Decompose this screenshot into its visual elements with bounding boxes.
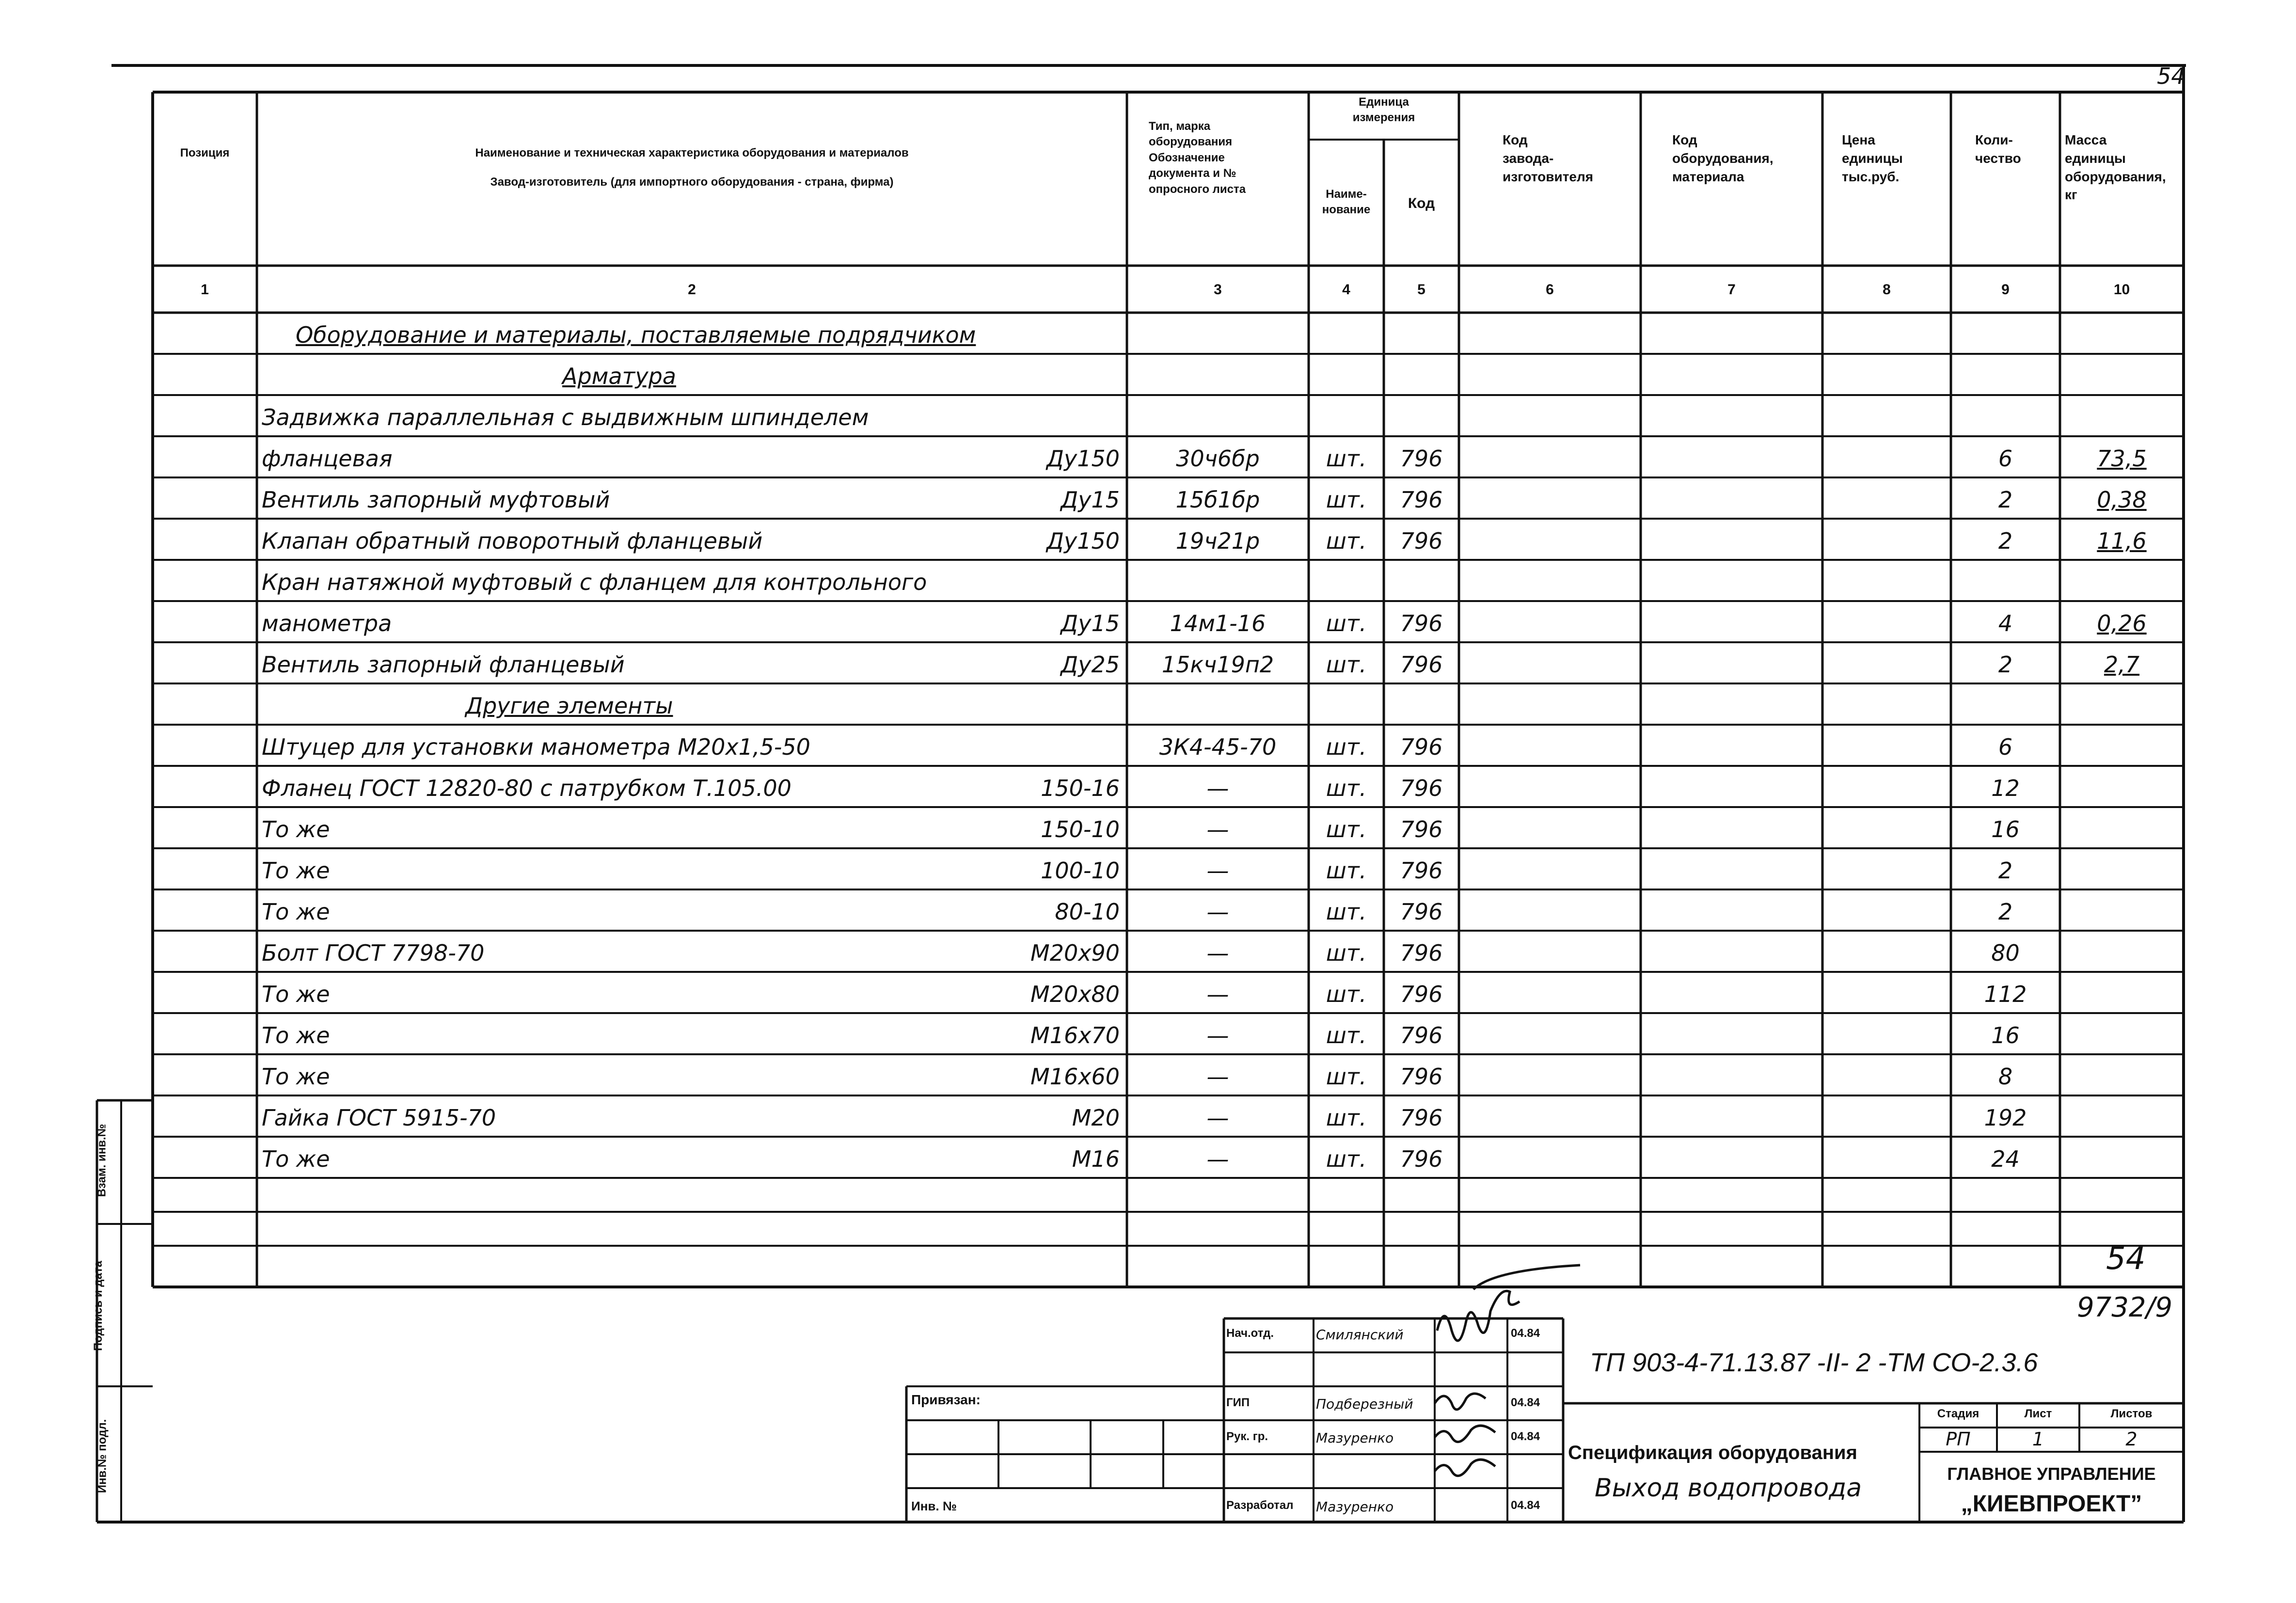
header-mass: Масса единицы оборудования, кг xyxy=(2065,132,2166,203)
row-10-qty: 6 xyxy=(1998,734,2013,760)
header-quantity: Коли- чество xyxy=(1975,132,2021,166)
row-8-code: 796 xyxy=(1400,651,1443,678)
date-2: 04.84 xyxy=(1511,1396,1540,1409)
inventory-label: Инв. № xyxy=(911,1499,957,1513)
row-19-code: 796 xyxy=(1400,1105,1443,1131)
row-4-code: 796 xyxy=(1400,487,1443,513)
row-15-code: 796 xyxy=(1400,940,1443,966)
row-2-name: Задвижка параллельная с выдвижным шпинделем xyxy=(262,404,869,430)
header-position: Позиция xyxy=(180,146,230,159)
row-16-unit: шт. xyxy=(1326,981,1367,1007)
organization-line-2: „КИЕВПРОЕКТ” xyxy=(1961,1491,2142,1517)
row-8-name: Вентиль запорный фланцевый xyxy=(262,651,625,678)
sheets-value: 2 xyxy=(2125,1428,2138,1450)
row-4-type: 15б1бр xyxy=(1175,487,1260,513)
row-5-type: 19ч21р xyxy=(1175,528,1260,554)
row-3-qty: 6 xyxy=(1998,445,2013,472)
title-line-2: Выход водопровода xyxy=(1595,1474,1862,1503)
row-15-type: — xyxy=(1206,940,1229,966)
row-20-unit: шт. xyxy=(1326,1146,1367,1172)
col-number-10: 10 xyxy=(2113,282,2130,298)
row-14-name: То же xyxy=(262,899,330,925)
row-18-qty: 8 xyxy=(1998,1063,2013,1090)
row-10-unit: шт. xyxy=(1326,734,1367,760)
row-4-size: Ду15 xyxy=(1061,487,1120,513)
header-price: Цена единицы тыс.руб. xyxy=(1842,132,1903,184)
row-3-size: Ду150 xyxy=(1046,445,1120,472)
row-20-size: М16 xyxy=(1072,1146,1120,1172)
role-chief-engineer: ГИП xyxy=(1226,1396,1250,1409)
row-17-name: То же xyxy=(262,1022,330,1048)
row-13-type: — xyxy=(1206,857,1229,884)
row-3-mass: 73,5 xyxy=(2097,445,2147,472)
row-4-mass: 0,38 xyxy=(2097,487,2147,513)
row-14-qty: 2 xyxy=(1998,899,2013,925)
row-19-type: — xyxy=(1206,1105,1229,1131)
page-number: 54 xyxy=(2157,63,2185,89)
row-20-qty: 24 xyxy=(1991,1146,2020,1172)
name-developer: Мазуренко xyxy=(1316,1499,1394,1515)
row-20-code: 796 xyxy=(1400,1146,1443,1172)
header-equipment-code: Код оборудования, материала xyxy=(1672,132,1773,184)
row-17-unit: шт. xyxy=(1326,1022,1367,1048)
row-14-unit: шт. xyxy=(1326,899,1367,925)
row-16-code: 796 xyxy=(1400,981,1443,1007)
col-number-7: 7 xyxy=(1727,282,1736,298)
row-16-name: То же xyxy=(262,981,330,1007)
row-18-type: — xyxy=(1206,1063,1229,1090)
col-number-5: 5 xyxy=(1417,282,1425,298)
stage-label: Стадия xyxy=(1937,1407,1979,1420)
row-17-qty: 16 xyxy=(1991,1022,2020,1048)
row-15-name: Болт ГОСТ 7798-70 xyxy=(262,940,485,966)
sheets-label: Листов xyxy=(2110,1407,2153,1420)
date-4: 04.84 xyxy=(1511,1499,1540,1512)
row-3-name: фланцевая xyxy=(262,445,393,472)
row-11-size: 150-16 xyxy=(1041,775,1120,801)
row-5-code: 796 xyxy=(1400,528,1443,554)
row-12-code: 796 xyxy=(1400,816,1443,842)
row-12-name: То же xyxy=(262,816,330,842)
row-19-size: М20 xyxy=(1072,1105,1120,1131)
row-14-code: 796 xyxy=(1400,899,1443,925)
role-head-dept: Нач.отд. xyxy=(1226,1327,1274,1340)
date-1: 04.84 xyxy=(1511,1327,1540,1340)
col-number-2: 2 xyxy=(688,282,696,298)
row-18-size: М16х60 xyxy=(1030,1063,1120,1090)
title-line-1: Спецификация оборудования xyxy=(1568,1442,1857,1463)
attached-label: Привязан: xyxy=(911,1392,981,1407)
row-11-qty: 12 xyxy=(1991,775,2020,801)
row-7-code: 796 xyxy=(1400,610,1443,636)
row-15-size: М20х90 xyxy=(1030,940,1120,966)
row-11-type: — xyxy=(1206,775,1229,801)
row-16-type: — xyxy=(1206,981,1229,1007)
row-7-unit: шт. xyxy=(1326,610,1367,636)
row-6-name: Кран натяжной муфтовый с фланцем для контрольного xyxy=(262,569,927,595)
name-head-dept: Смилянский xyxy=(1316,1327,1404,1343)
row-18-name: То же xyxy=(262,1063,330,1090)
row-4-name: Вентиль запорный муфтовый xyxy=(262,487,610,513)
row-13-code: 796 xyxy=(1400,857,1443,884)
stage-value: РП xyxy=(1946,1428,1971,1450)
row-0-name: Оборудование и материалы, поставляемые подрядчиком xyxy=(296,322,976,348)
role-group-head: Рук. гр. xyxy=(1226,1430,1268,1443)
row-3-type: 30ч6бр xyxy=(1176,445,1260,472)
row-8-mass: 2,7 xyxy=(2104,651,2140,678)
col-number-4: 4 xyxy=(1342,282,1350,298)
row-18-unit: шт. xyxy=(1326,1063,1367,1090)
row-19-unit: шт. xyxy=(1326,1105,1367,1131)
side-stamp-replacement: Взам. инв.№ xyxy=(95,1124,109,1197)
row-13-qty: 2 xyxy=(1998,857,2013,884)
row-13-name: То же xyxy=(262,857,330,884)
row-20-name: То же xyxy=(262,1146,330,1172)
row-20-type: — xyxy=(1206,1146,1229,1172)
row-1-name: Арматура xyxy=(562,363,676,389)
archive-number: 9732/9 xyxy=(2077,1292,2173,1323)
row-7-size: Ду15 xyxy=(1061,610,1120,636)
row-7-type: 14м1-16 xyxy=(1170,610,1266,636)
sheet-value: 1 xyxy=(2032,1428,2044,1450)
row-16-qty: 112 xyxy=(1984,981,2027,1007)
row-11-code: 796 xyxy=(1400,775,1443,801)
row-5-qty: 2 xyxy=(1998,528,2013,554)
header-unit-code: Код xyxy=(1408,195,1435,211)
row-5-mass: 11,6 xyxy=(2097,528,2147,554)
header-unit-group: Единица измерения xyxy=(1352,95,1415,125)
row-4-unit: шт. xyxy=(1326,487,1367,513)
header-type: Тип, марка оборудования Обозначение документа и № опросного листа xyxy=(1149,120,1246,196)
row-12-type: — xyxy=(1206,816,1229,842)
row-15-unit: шт. xyxy=(1326,940,1367,966)
side-stamp-inventory: Инв.№ подл. xyxy=(95,1419,109,1493)
row-13-unit: шт. xyxy=(1326,857,1367,884)
row-12-unit: шт. xyxy=(1326,816,1367,842)
header-unit-name: Наиме- нование xyxy=(1322,188,1371,217)
row-4-qty: 2 xyxy=(1998,487,2013,513)
row-9-name: Другие элементы xyxy=(465,693,673,719)
header-name-line1: Наименование и техническая характеристика оборудования и материалов xyxy=(475,146,909,159)
row-13-size: 100-10 xyxy=(1041,857,1120,884)
row-7-mass: 0,26 xyxy=(2097,610,2147,636)
row-12-qty: 16 xyxy=(1991,816,2020,842)
col-number-9: 9 xyxy=(2001,282,2010,298)
row-10-name: Штуцер для установки манометра М20х1,5-50 xyxy=(262,734,810,760)
header-factory-code: Код завода- изготовителя xyxy=(1503,132,1594,184)
organization-line-1: ГЛАВНОЕ УПРАВЛЕНИЕ xyxy=(1947,1464,2156,1484)
row-16-size: М20х80 xyxy=(1030,981,1120,1007)
row-3-unit: шт. xyxy=(1326,445,1367,472)
document-code: ТП 903-4-71.13.87 -II- 2 -ТМ СО-2.3.6 xyxy=(1590,1348,2038,1377)
row-7-name: манометра xyxy=(262,610,392,636)
col-number-8: 8 xyxy=(1883,282,1891,298)
sheet-number-mark: 54 xyxy=(2106,1241,2146,1277)
row-8-qty: 2 xyxy=(1998,651,2013,678)
row-5-name: Клапан обратный поворотный фланцевый xyxy=(262,528,763,554)
row-5-unit: шт. xyxy=(1326,528,1367,554)
row-3-code: 796 xyxy=(1400,445,1443,472)
row-8-unit: шт. xyxy=(1326,651,1367,678)
col-number-3: 3 xyxy=(1214,282,1222,298)
row-8-type: 15кч19п2 xyxy=(1161,651,1274,678)
row-8-size: Ду25 xyxy=(1061,651,1120,678)
side-stamp-signature: Подпись и дата xyxy=(91,1261,105,1351)
row-10-type: 3К4-45-70 xyxy=(1159,734,1277,760)
date-3: 04.84 xyxy=(1511,1430,1540,1443)
row-11-name: Фланец ГОСТ 12820-80 с патрубком Т.105.00 xyxy=(262,775,792,801)
row-14-size: 80-10 xyxy=(1055,899,1120,925)
row-14-type: — xyxy=(1206,899,1229,925)
row-15-qty: 80 xyxy=(1991,940,2020,966)
row-5-size: Ду150 xyxy=(1046,528,1120,554)
col-number-6: 6 xyxy=(1546,282,1554,298)
col-number-1: 1 xyxy=(201,282,209,298)
row-18-code: 796 xyxy=(1400,1063,1443,1090)
row-17-size: М16х70 xyxy=(1030,1022,1120,1048)
row-19-name: Гайка ГОСТ 5915-70 xyxy=(262,1105,496,1131)
role-developer: Разработал xyxy=(1226,1499,1294,1512)
row-19-qty: 192 xyxy=(1984,1105,2027,1131)
row-10-code: 796 xyxy=(1400,734,1443,760)
row-17-type: — xyxy=(1206,1022,1229,1048)
name-chief-engineer: Подберезный xyxy=(1316,1396,1413,1412)
name-group-head: Мазуренко xyxy=(1316,1430,1394,1446)
row-12-size: 150-10 xyxy=(1041,816,1120,842)
row-7-qty: 4 xyxy=(1998,610,2013,636)
row-11-unit: шт. xyxy=(1326,775,1367,801)
sheet-label: Лист xyxy=(2024,1407,2052,1420)
header-name-line2: Завод-изготовитель (для импортного оборудования - страна, фирма) xyxy=(490,175,894,189)
row-17-code: 796 xyxy=(1400,1022,1443,1048)
